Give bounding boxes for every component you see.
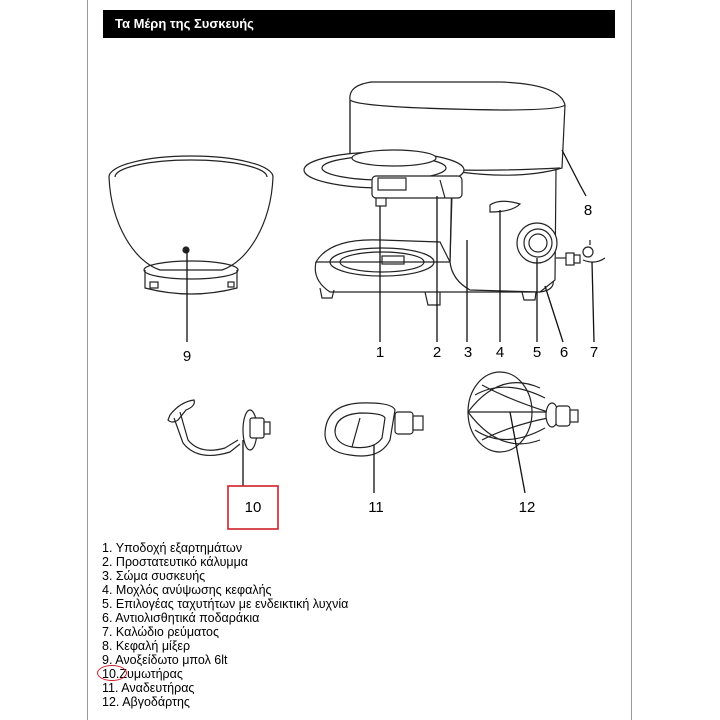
part-item-8: 8. Κεφαλή μίξερ: [102, 639, 191, 653]
part-item-2: 2. Προστατευτικό κάλυμμα: [102, 555, 249, 569]
part-item-10: 10.Ζυμωτήρας: [102, 667, 348, 681]
callout-9: 9: [182, 348, 192, 365]
callout-4: 4: [495, 344, 505, 361]
callout-7: 7: [589, 344, 599, 361]
callout-11: 11: [368, 499, 384, 516]
callout-12: 12: [518, 499, 536, 516]
part-item-7: 7. Καλώδιο ρεύματος: [102, 625, 219, 639]
part-item-3: 3. Σώμα συσκευής: [102, 569, 206, 583]
callout-6: 6: [559, 344, 569, 361]
highlighted-number-10: 10.: [102, 667, 119, 681]
whisk-illustration: [468, 372, 578, 452]
callout-8: 8: [583, 202, 593, 219]
callout-5: 5: [532, 344, 542, 361]
part-item-4: 4. Μοχλός ανύψωσης κεφαλής: [102, 583, 272, 597]
part-item-11: 11. Αναδευτήρας: [102, 681, 195, 695]
part-item-9: 9. Ανοξείδωτο μπολ 6lt: [102, 653, 228, 667]
part-item-1: 1. Υποδοχή εξαρτημάτων: [102, 541, 243, 555]
page-title: Τα Μέρη της Συσκευής: [103, 10, 615, 38]
mixing-bowl-illustration: [109, 156, 273, 294]
parts-list: [102, 541, 348, 709]
part-item-6: 6. Αντιολισθητικά ποδαράκια: [102, 611, 260, 625]
part-item-12: 12. Αβγοδάρτης: [102, 695, 190, 709]
callout-1: 1: [375, 344, 385, 361]
dough-hook-illustration: [168, 400, 270, 455]
callout-2: 2: [432, 344, 442, 361]
part-item-5: 5. Επιλογέας ταχυτήτων με ενδεικτική λυχνία: [102, 597, 349, 611]
callout-3: 3: [463, 344, 473, 361]
red-circle-marker: [97, 665, 127, 681]
stand-mixer-illustration: [304, 82, 605, 305]
callout-10: 10: [244, 499, 262, 516]
